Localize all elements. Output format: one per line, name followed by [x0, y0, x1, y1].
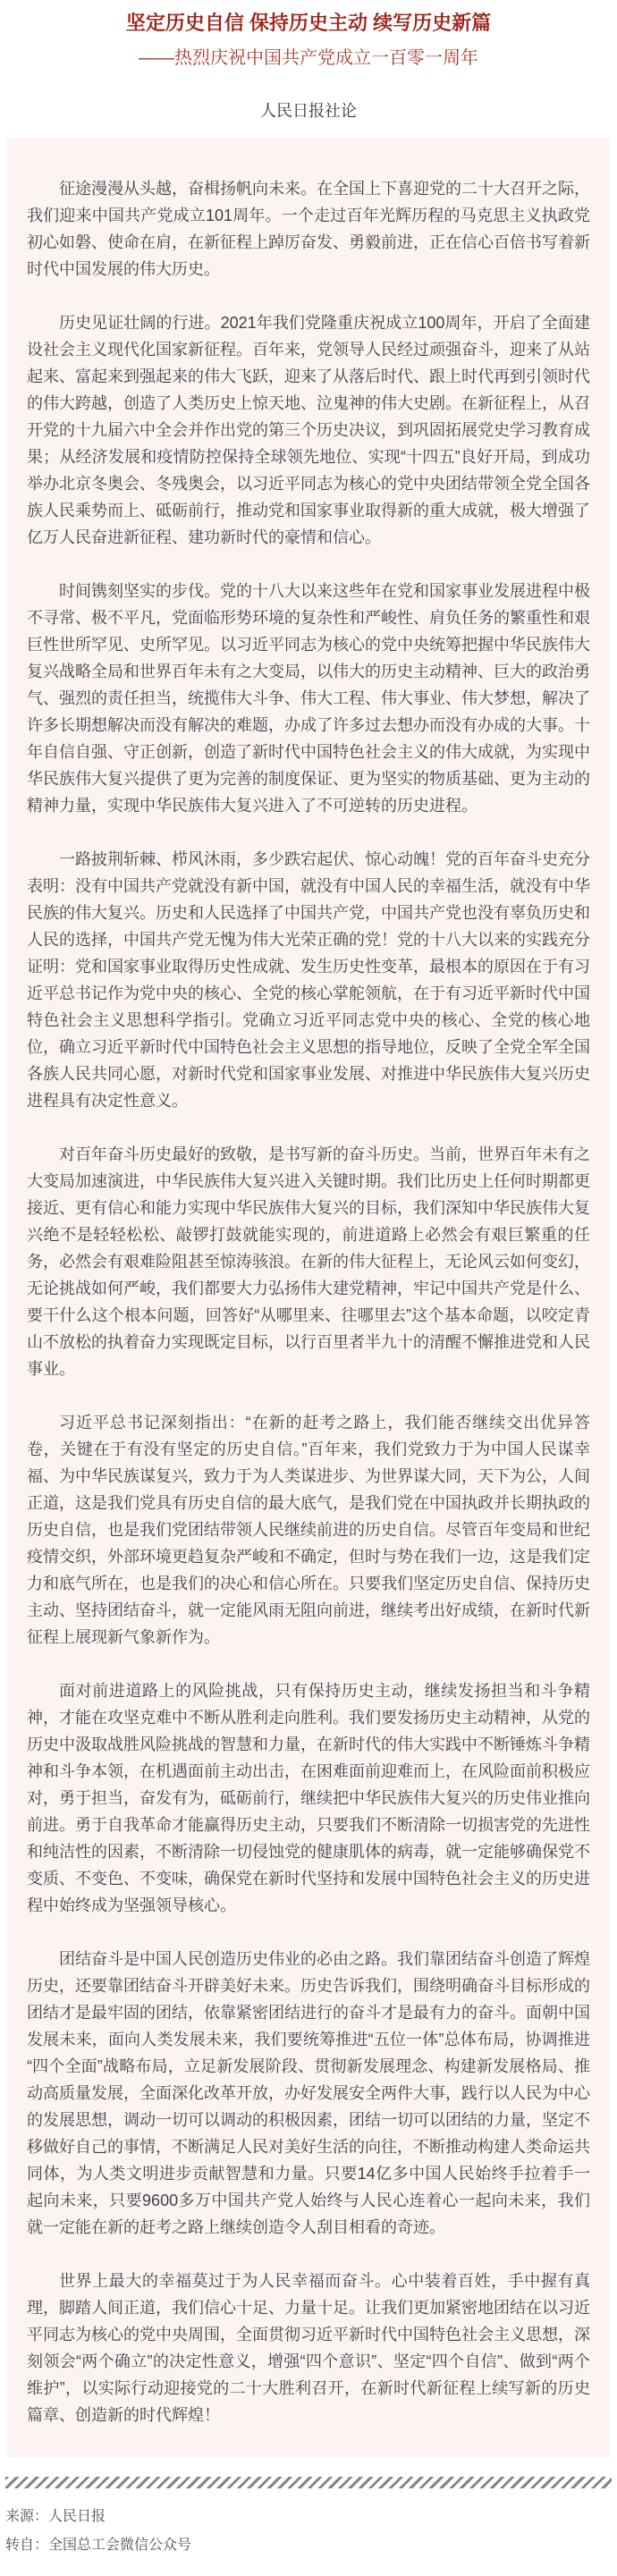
article-body [7, 138, 610, 2457]
article-paragraph: 习近平总书记深刻指出：“在新的赶考之路上，我们能否继续交出优异答卷，关键在于有没有坚定的历史自信。”百年来，我们党致力于为中国人民谋幸福、为中华民族谋复兴，致力于为人类谋进步、为世界谋大同，天下为公，人间正道，这是我们党具有历史自信的最大底气，是我们党在中国执政并长期执政的历史自信，也是我们党团结带领人民继续前进的历史自信。尽管百年变局和世纪疫情交织，外部环境更趋复杂严峻和不确定，但时与势在我们一边，这是我们定力和底气所在，也是我们的决心和信心所在。只要我们坚定历史自信、保持历史主动、坚持团结奋斗，就一定能风雨无阻向前进，继续考出好成绩，在新时代新征程上展现新气象新作为。 [27, 1414, 590, 1646]
article-title: 坚定历史自信 保持历史主动 续写历史新篇 [125, 12, 492, 34]
stripe-divider [5, 2477, 612, 2488]
article-subtitle: ——热烈庆祝中国共产党成立一百零一周年 [139, 48, 478, 68]
source-line: 来源：人民日报 [5, 2509, 106, 2524]
article-paragraph: 团结奋斗是中国人民创造历史伟业的必由之路。我们靠团结奋斗创造了辉煌历史，还要靠团结奋斗开辟美好未来。历史告诉我们，围绕明确奋斗目标形成的团结才是最牢固的团结，依靠紧密团结进行的奋斗才是最有力的奋斗。面朝中国发展未来，面向人类发展未来，我们要统筹推进“五位一体”总体布局，协调推进“四个全面”战略布局，立足新发展阶段、贯彻新发展理念、构建新发展格局、推动高质量发展，全面深化改革开放，办好发展安全两件大事，践行以人民为中心的发展思想，调动一切可以调动的积极因素，团结一切可以团结的力量，坚定不移做好自己的事情，不断满足人民对美好生活的向往，不断推动构建人类命运共同体，为人类文明进步贡献智慧和力量。只要14亿多中国人民始终手拉着手一起向未来，只要9600多万中国共产党人始终与人民心连着心一起向未来，我们就一定能在新的赶考之路上继续创造令人刮目相看的奇迹。 [27, 1950, 590, 2236]
article-paragraph: 对百年奋斗历史最好的致敬，是书写新的奋斗历史。当前，世界百年未有之大变局加速演进，中华民族伟大复兴进入关键时期。我们比历史上任何时期都更接近、更有信心和能力实现中华民族伟大复兴的目标，我们深知中华民族伟大复兴绝不是轻轻松松、敲锣打鼓就能实现的，前进道路上必然会有艰巨繁重的任务，必然会有艰难险阻甚至惊涛骇浪。在新的伟大征程上，无论风云如何变幻，无论挑战如何严峻，我们都要大力弘扬伟大建党精神，牢记中国共产党是什么、要干什么这个根本问题，回答好“从哪里来、往哪里去”这个基本命题，以咬定青山不放松的执着奋力实现既定目标，以行百里者半九十的清醒不懈推进党和人民事业。 [27, 1145, 590, 1378]
article-footer [5, 2503, 612, 2576]
article-paragraph: 时间镌刻坚实的步伐。党的十八大以来这些年在党和国家事业发展进程中极不寻常、极不平凡，党面临形势环境的复杂性和严峻性、肩负任务的繁重性和艰巨性世所罕见、史所罕见。以习近平同志为核心的党中央统筹把握中华民族伟大复兴战略全局和世界百年未有之大变局，以伟大的历史主动精神、巨大的政治勇气、强烈的责任担当，统揽伟大斗争、伟大工程、伟大事业、伟大梦想，解决了许多长期想解决而没有解决的难题，办成了许多过去想办而没有办成的大事。十年自信自强、守正创新，创造了新时代中国特色社会主义的伟大成就，为实现中华民族伟大复兴提供了更为完善的制度保证、更为坚实的物质基础、更为主动的精神力量，实现中华民族伟大复兴进入了不可逆转的历史进程。 [27, 582, 590, 815]
article-paragraph: 历史见证壮阔的行进。2021年我们党隆重庆祝成立100周年，开启了全面建设社会主义现代化国家新征程。百年来，党领导人民经过顽强奋斗，迎来了从站起来、富起来到强起来的伟大飞跃，迎来了从落后时代、跟上时代再到引领时代的伟大跨越，创造了人类历史上惊天地、泣鬼神的伟大史剧。在新征程上，从召开党的十九届六中全会并作出党的第三个历史决议，到巩固拓展党史学习教育成果；从经济发展和疫情防控保持全球领先地位、实现“十四五”良好开局，到成功举办北京冬奥会、冬残奥会，以习近平同志为核心的党中央团结带领全党全国各族人民乘势而上、砥砺前行，推动党和国家事业取得新的重大成就，极大增强了亿万人民奋进新征程、建功新时代的豪情和信心。 [27, 314, 590, 546]
article-byline: 人民日报社论 [260, 102, 357, 120]
article-paragraph: 征途漫漫从头越，奋楫扬帆向未来。在全国上下喜迎党的二十大召开之际，我们迎来中国共产党成立101周年。一个走过百年光辉历程的马克思主义执政党初心如磐、使命在肩，在新征程上踔厉奋发、勇毅前进，正在信心百倍书写着新时代中国发展的伟大历史。 [27, 180, 590, 278]
repost-line: 转自：全国总工会微信公众号 [5, 2538, 192, 2553]
article-header [0, 0, 617, 122]
article-paragraph: 面对前进道路上的风险挑战，只有保持历史主动，继续发扬担当和斗争精神，才能在攻坚克难中不断从胜利走向胜利。我们要发扬历史主动精神，从党的历史中汲取战胜风险挑战的智慧和力量，在新时代的伟大实践中不断锤炼斗争精神和斗争本领，在机遇面前主动出击，在困难面前迎难而上，在风险面前积极应对，勇于担当，奋发有为，砥砺前行，继续把中华民族伟大复兴的历史伟业推向前进。勇于自我革命才能赢得历史主动，只要我们不断清除一切损害党的先进性和纯洁性的因素，不断清除一切侵蚀党的健康肌体的病毒，就一定能够确保党不变质、不变色、不变味，确保党在新时代坚持和发展中国特色社会主义的历史进程中始终成为坚强领导核心。 [27, 1682, 590, 1914]
article-paragraph: 一路披荆斩棘、栉风沐雨，多少跌宕起伏、惊心动魄！党的百年奋斗史充分表明：没有中国共产党就没有新中国，就没有中国人民的幸福生活，就没有中华民族的伟大复兴。历史和人民选择了中国共产党，中国共产党也没有辜负历史和人民的选择，中国共产党无愧为伟大光荣正确的党！党的十八大以来的实践充分证明：党和国家事业取得历史性成就、发生历史性变革，最根本的原因在于有习近平总书记作为党中央的核心、全党的核心掌舵领航，在于有习近平新时代中国特色社会主义思想科学指引。党确立习近平同志党中央的核心、全党的核心地位，确立习近平新时代中国特色社会主义思想的指导地位，反映了全党全军全国各族人民共同心愿，对新时代党和国家事业发展、对推进中华民族伟大复兴历史进程具有决定性意义。 [27, 850, 590, 1110]
article-paragraph: 世界上最大的幸福莫过于为人民幸福而奋斗。心中装着百姓，手中握有真理，脚踏人间正道，我们信心十足、力量十足。让我们更加紧密地团结在以习近平同志为核心的党中央周围，全面贯彻习近平新时代中国特色社会主义思想，深刻领会“两个确立”的决定性意义，增强“四个意识”、坚定“四个自信”、做到“两个维护”，以实际行动迎接党的二十大胜利召开，在新时代新征程上续写新的历史篇章、创造新的时代辉煌！ [27, 2272, 590, 2424]
